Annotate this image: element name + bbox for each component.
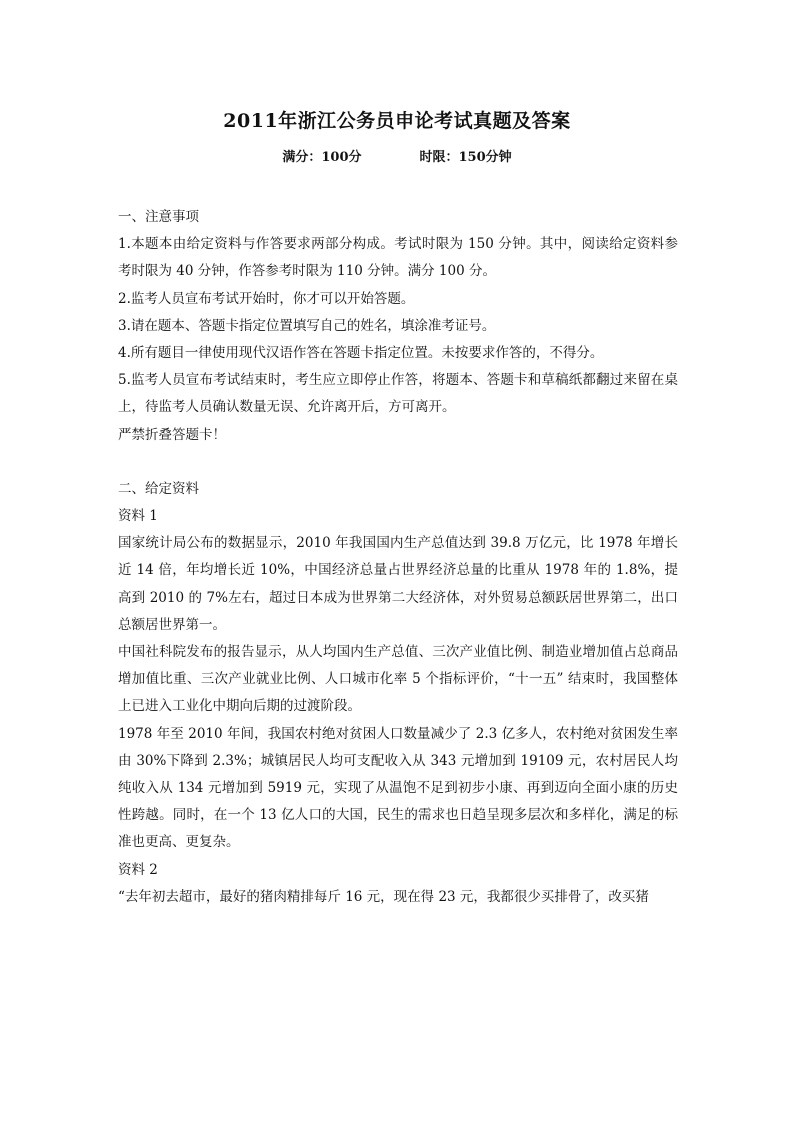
note-item-5: 5.监考人员宣布考试结束时，考生应立即停止作答，将题本、答题卡和草稿纸都翻过来留在桌上，待监考人员确认数量无误、允许离开后，方可离开。 [118, 372, 678, 416]
section-spacer [118, 449, 678, 476]
material-2-label: 资料 2 [118, 861, 158, 878]
note-item-2: 2.监考人员宣布考试开始时，你才可以开始答题。 [118, 290, 415, 307]
material-1-paragraph: 1978 年至 2010 年间，我国农村绝对贫困人口数量减少了 2.3 亿多人，农村绝对贫困发生率由 30%下降到 2.3%；城镇居民人均可支配收入从 343 元增加到 19109 元，农村居民人均纯收入从 134 元增加到 5919 元，实现了从温饱不足到初步小康、再到迈向全面小康的历史性跨越。同时，在一个 13 亿人口的大国，民生的需求也日趋呈现多层次和多样化，满足的标准也更高、更复杂。 [118, 725, 678, 851]
note-item-1: 1.本题本由给定资料与作答要求两部分构成。考试时限为 150 分钟。其中，阅读给定资料参考时限为 40 分钟，作答参考时限为 110 分钟。满分 100 分。 [118, 236, 678, 280]
note-item-3: 3.请在题本、答题卡指定位置填写自己的姓名，填涂准考证号。 [118, 317, 496, 334]
note-item-4: 4.所有题目一律使用现代汉语作答在答题卡指定位置。未按要求作答的，不得分。 [118, 345, 604, 362]
section-heading-notes: 一、注意事项 [118, 209, 199, 225]
document-body [118, 204, 678, 911]
material-1-paragraph: 国家统计局公布的数据显示，2010 年我国国内生产总值达到 39.8 万亿元，比 1978 年增长近 14 倍，年均增长近 10%，中国经济总量占世界经济总量的比重从 1978 年的 1.8%，提高到 2010 的 7%左右，超过日本成为世界第二大经济体，对外贸易总额跃居世界第二，出口总额居世界第一。 [118, 535, 678, 633]
exam-info [0, 146, 794, 165]
material-1-label: 资料 1 [118, 508, 158, 525]
material-1-paragraph: 中国社科院发布的报告显示，从人均国内生产总值、三次产业值比例、制造业增加值占总商品增加值比重、三次产业就业比例、人口城市化率 5 个指标评价，“十一五” 结束时，我国整体上已进入工业化中期向后期的过渡阶段。 [118, 644, 678, 715]
material-2-paragraph: “去年初去超市，最好的猪肉精排每斤 16 元，现在得 23 元，我都很少买排骨了，改买猪 [118, 888, 649, 905]
section-heading-materials: 二、给定资料 [118, 480, 199, 497]
time-limit: 时限：150分钟 [419, 150, 512, 165]
document-title: 2011年浙江公务员申论考试真题及答案 [223, 110, 571, 132]
full-score: 满分：100分 [282, 150, 362, 165]
note-warning: 严禁折叠答题卡！ [118, 426, 226, 443]
